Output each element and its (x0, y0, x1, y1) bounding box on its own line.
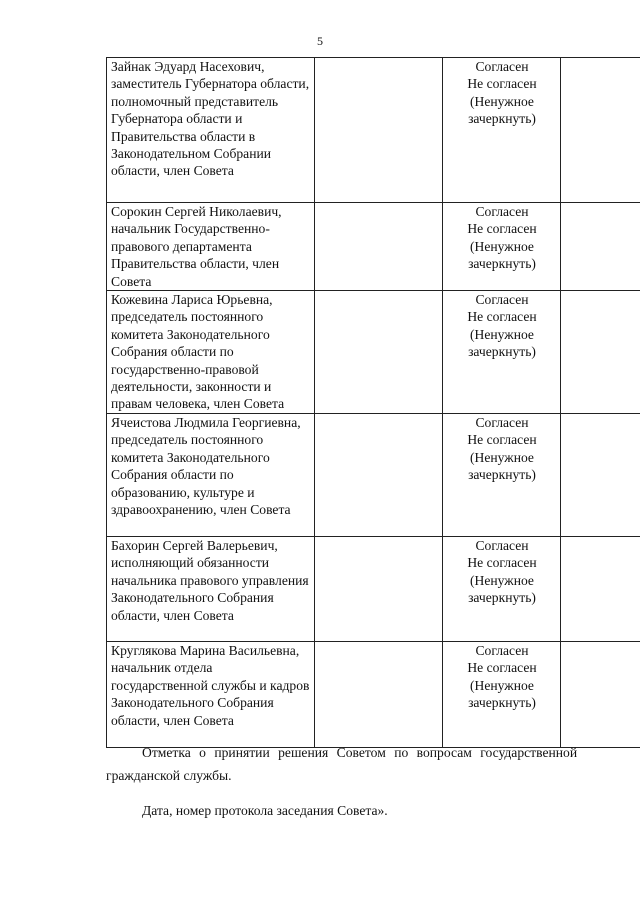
strike-note: (Ненужное (470, 572, 534, 588)
disagree-option: Не согласен (467, 221, 537, 237)
decision-cell (443, 641, 561, 747)
table-row (107, 413, 640, 536)
signature-cell (315, 58, 443, 203)
member-cell: Кожевина Лариса Юрьевна, председатель постоянного комитета Законодательного Собрания области по государственно-правовой деятельности, законности и правам человека, член Совета (107, 291, 315, 414)
decision-cell (443, 413, 561, 536)
empty-cell (561, 291, 640, 414)
member-cell: Бахорин Сергей Валерьевич, исполняющий обязанности начальника правового управления Законодательного Собрания области, член Совета (107, 536, 315, 641)
decision-cell (443, 203, 561, 291)
signature-cell (315, 413, 443, 536)
strike-note: (Ненужное (470, 326, 534, 342)
member-cell: Сорокин Сергей Николаевич, начальник Государственно-правового департамента Правительства области, член Совета (107, 203, 315, 291)
signature-cell (315, 641, 443, 747)
empty-cell (561, 413, 640, 536)
disagree-option: Не согласен (467, 309, 537, 325)
member-cell: Круглякова Марина Васильевна, начальник отдела государственной службы и кадров Законодательного Собрания области, член Совета (107, 641, 315, 747)
empty-cell (561, 641, 640, 747)
signature-cell (315, 536, 443, 641)
agree-option: Согласен (475, 59, 529, 74)
disagree-option: Не согласен (467, 660, 537, 676)
signature-cell (315, 203, 443, 291)
strike-note: зачеркнуть) (468, 695, 536, 711)
decision-note-line-1: Отметка о принятии решения Советом по вопросам государственной (142, 745, 578, 760)
page-number: 5 (317, 34, 323, 48)
decision-cell (443, 536, 561, 641)
decision-cell (443, 58, 561, 203)
signature-cell (315, 291, 443, 414)
empty-cell (561, 536, 640, 641)
strike-note: (Ненужное (470, 93, 534, 109)
disagree-option: Не согласен (467, 555, 537, 571)
disagree-option: Не согласен (467, 76, 537, 92)
strike-note: зачеркнуть) (468, 467, 536, 483)
strike-note: зачеркнуть) (468, 590, 536, 606)
table-row (107, 291, 640, 414)
table-row (107, 641, 640, 747)
strike-note: зачеркнуть) (468, 344, 536, 360)
agree-option: Согласен (475, 537, 529, 553)
strike-note: зачеркнуть) (468, 111, 536, 127)
agree-option: Согласен (475, 292, 529, 308)
member-cell: Зайнак Эдуард Насехович, заместитель Губернатора области, полномочный представитель Губернатора области и Правительства области в Законодательном Собрании области, член Совета (107, 58, 315, 203)
decision-note-line-2: гражданской службы. (106, 768, 232, 783)
strike-note: зачеркнуть) (468, 256, 536, 272)
table-row (107, 536, 640, 641)
empty-cell (561, 58, 640, 203)
empty-cell (561, 203, 640, 291)
protocol-date-line: Дата, номер протокола заседания Совета». (142, 803, 388, 818)
decision-cell (443, 291, 561, 414)
disagree-option: Не согласен (467, 432, 537, 448)
decision-note (106, 741, 626, 787)
strike-note: (Ненужное (470, 677, 534, 693)
agree-option: Согласен (475, 642, 529, 658)
table-row (107, 58, 640, 203)
agree-option: Согласен (475, 414, 529, 430)
member-cell: Ячеистова Людмила Георгиевна, председатель постоянного комитета Законодательного Собрания области по образованию, культуре и здравоохранению, член Совета (107, 413, 315, 536)
agree-option: Согласен (475, 204, 529, 219)
strike-note: (Ненужное (470, 449, 534, 465)
table-row (107, 203, 640, 291)
strike-note: (Ненужное (470, 238, 534, 254)
voting-table (106, 57, 640, 748)
